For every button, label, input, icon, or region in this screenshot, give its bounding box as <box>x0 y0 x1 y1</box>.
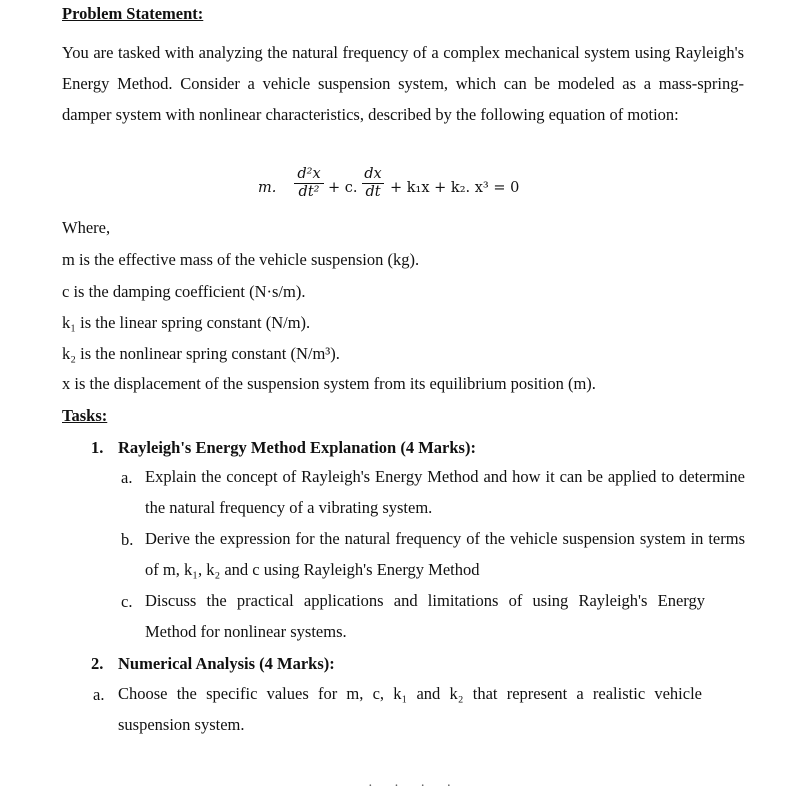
eq-d2x: d²x <box>294 166 324 184</box>
tasks-heading: Tasks: <box>62 406 108 425</box>
eq-dx: dx <box>362 166 384 184</box>
definition-c: c is the damping coefficient (N·s/m). <box>62 282 306 301</box>
definition-m: m is the effective mass of the vehicle suspension (kg). <box>62 250 420 269</box>
task-1b-letter: b. <box>121 530 134 549</box>
eq-spring-terms: + k₁x + k₂. x³ = 0 <box>390 180 520 196</box>
task-1-number: 1. <box>91 438 104 457</box>
intro-paragraph: You are tasked with analyzing the natural frequency of a complex mechanical system using Rayleigh's Energy Method. Consider a vehicle suspension system, which can be modeled as a mass-spring-damper system with nonlinear characteristics, described by the following equation of motion: <box>62 43 744 124</box>
eq-first-derivative <box>362 166 384 200</box>
eq-second-derivative <box>294 166 324 200</box>
task-2a-text: Choose the specific values for m, c, k₁ and k₂ that represent a realistic vehicle suspension system. <box>118 684 702 734</box>
eq-dt: dt <box>365 184 381 200</box>
task-1c-text: Discuss the practical applications and limitations of using Rayleigh's Energy Method for nonlinear systems. <box>145 591 705 641</box>
task-2-number: 2. <box>91 654 104 673</box>
task-2a-letter: a. <box>93 685 105 704</box>
eq-dt2: dt² <box>298 184 320 200</box>
task-1-title: Rayleigh's Energy Method Explanation (4 Marks): <box>118 438 476 457</box>
problem-statement-heading: Problem Statement: <box>62 4 204 23</box>
eq-mass-term: m. <box>258 180 277 196</box>
task-1c-letter: c. <box>121 592 133 611</box>
definition-k2: k₂ is the nonlinear spring constant (N/m³). <box>62 344 340 363</box>
eq-damping-term: + c. <box>328 180 358 196</box>
task-1a-letter: a. <box>121 468 133 487</box>
where-label: Where, <box>62 218 111 237</box>
task-1a-text: Explain the concept of Rayleigh's Energy Method and how it can be applied to determine the natural frequency of a vibrating system. <box>145 467 745 517</box>
page-footer-cutoff: · · · · <box>368 779 461 794</box>
task-2-title: Numerical Analysis (4 Marks): <box>118 654 335 673</box>
definition-x: x is the displacement of the suspension system from its equilibrium position (m). <box>62 374 596 393</box>
definition-k1: k₁ is the linear spring constant (N/m). <box>62 313 311 332</box>
task-1b-text: Derive the expression for the natural frequency of the vehicle suspension system in terms of m, k₁, k₂ and c using Rayleigh's Energy Method <box>145 529 745 579</box>
